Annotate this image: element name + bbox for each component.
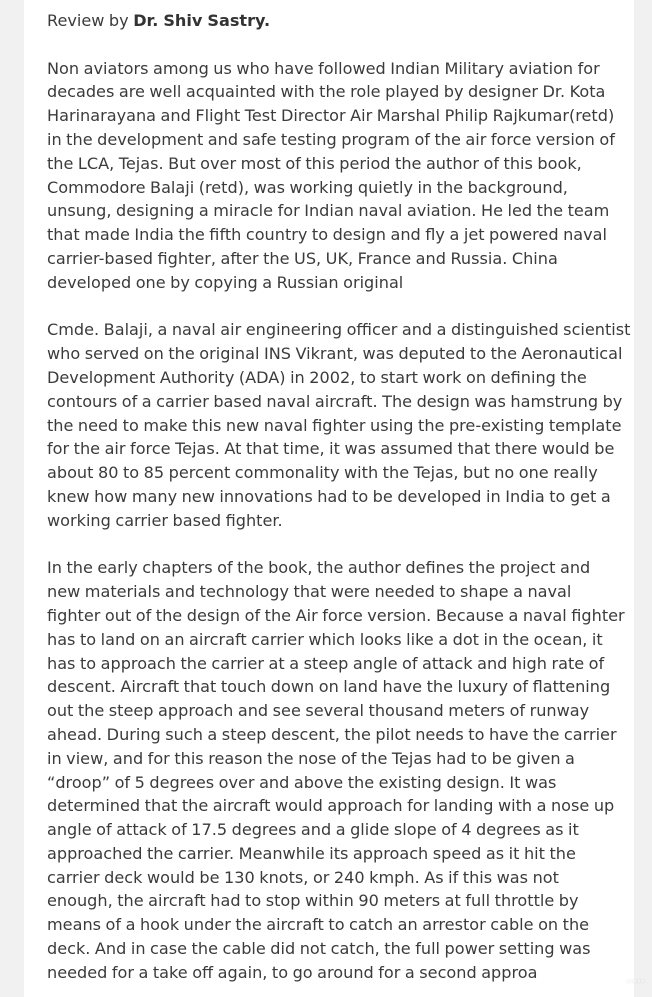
paragraph-gap	[47, 295, 612, 319]
text-line: knew how many new innovations had to be developed in India to get a	[47, 486, 611, 506]
text-line: who served on the original INS Vikrant, was deputed to the Aeronautical	[47, 344, 623, 364]
review-byline	[47, 9, 612, 33]
text-line: Harinarayana and Flight Test Director Air Marshal Philip Rajkumar(retd)	[47, 106, 615, 126]
paragraph-1	[47, 57, 615, 295]
text-line: needed for a take off again, to go around for a second approa	[47, 962, 538, 982]
text-line: developed one by copying a Russian original	[47, 272, 404, 292]
text-line: that made India the fifth country to design and fly a jet powered naval	[47, 225, 607, 245]
text-line: carrier-based fighter, after the US, UK, France and Russia. China	[47, 248, 558, 268]
text-line: the need to make this new naval fighter using the pre-existing template	[47, 415, 622, 435]
text-line: ahead. During such a steep descent, the pilot needs to have the carrier	[47, 724, 617, 744]
text-line: in the development and safe testing program of the air force version of	[47, 129, 615, 149]
paragraph-3	[47, 556, 625, 984]
text-line: for the air force Tejas. At that time, it was assumed that there would be	[47, 439, 615, 459]
text-line: descent. Aircraft that touch down on land have the luxury of flattening	[47, 677, 611, 697]
text-line: fighter out of the design of the Air force version. Because a naval fighter	[47, 605, 625, 625]
text-line: “droop” of 5 degrees over and above the existing design. It was	[47, 772, 557, 792]
text-line: has to land on an aircraft carrier which looks like a dot in the ocean, it	[47, 629, 603, 649]
text-line: In the early chapters of the book, the author defines the project and	[47, 558, 591, 578]
text-line: has to approach the carrier at a steep angle of attack and high rate of	[47, 653, 605, 673]
text-line: determined that the aircraft would approach for landing with a nose up	[47, 796, 615, 816]
text-line: contours of a carrier based naval aircraft. The design was hamstrung by	[47, 391, 623, 411]
text-line: carrier deck would be 130 knots, or 240 kmph. As if this was not	[47, 867, 559, 887]
text-line: means of a hook under the aircraft to catch an arrestor cable on the	[47, 915, 590, 935]
text-line: Development Authority (ADA) in 2002, to start work on defining the	[47, 367, 587, 387]
text-line: out the steep approach and see several thousand meters of runway	[47, 701, 590, 721]
text-line: working carrier based fighter.	[47, 510, 283, 530]
text-line: new materials and technology that were needed to shape a naval	[47, 582, 572, 602]
paragraph-gap	[47, 533, 612, 557]
text-line: Non aviators among us who have followed Indian Military aviation for	[47, 58, 600, 78]
reviewer-name: Dr. Shiv Sastry.	[133, 11, 271, 30]
text-line: Commodore Balaji (retd), was working quietly in the background,	[47, 177, 568, 197]
text-line: approached the carrier. Meanwhile its approach speed as it hit the	[47, 843, 576, 863]
text-line: Cmde. Balaji, a naval air engineering officer and a distinguished scientist	[47, 320, 631, 340]
text-line: about 80 to 85 percent commonality with the Tejas, but no one really	[47, 463, 598, 483]
byline-prefix: Review by	[47, 11, 134, 30]
paragraph-gap	[47, 33, 612, 57]
text-line: the LCA, Tejas. But over most of this period the author of this book,	[47, 153, 582, 173]
text-line: in view, and for this reason the nose of the Tejas had to be given a	[47, 748, 575, 768]
text-line: enough, the aircraft had to stop within 90 meters at full throttle by	[47, 891, 579, 911]
paragraph-2	[47, 318, 631, 532]
text-line: angle of attack of 17.5 degrees and a glide slope of 4 degrees as it	[47, 820, 579, 840]
watermark: ·····	[625, 975, 644, 990]
review-card	[24, 0, 634, 997]
text-line: unsung, designing a miracle for Indian naval aviation. He led the team	[47, 201, 610, 221]
text-line: decades are well acquainted with the role played by designer Dr. Kota	[47, 82, 606, 102]
text-line: deck. And in case the cable did not catch, the full power setting was	[47, 939, 591, 959]
